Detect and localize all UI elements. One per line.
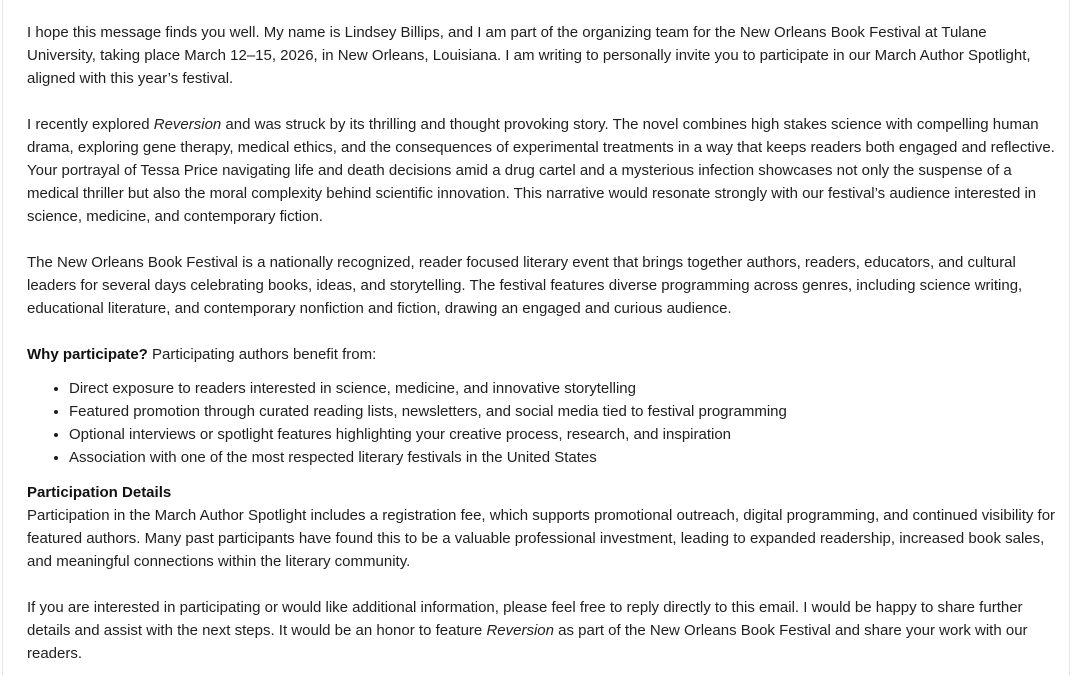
closing-lead: If you are interested in participating or would like additional information, please feel free to reply directly to this email. I would be happy to share further details and assist with the next steps. It would be an honor to feature bbox=[27, 599, 1023, 639]
email-body-frame bbox=[2, 0, 1070, 675]
book-paragraph-body: and was struck by its thrilling and thought provoking story. The novel combines high stakes science with compelling human drama, exploring gene therapy, medical ethics, and the consequences of experimental treatments in a way that keeps readers both engaged and reflective. Your portrayal of Tessa Price navigating life and death decisions amid a drug cartel and a mysterious infection showcases not only the suspense of a medical thriller but also the moral complexity behind scientific innovation. This narrative would resonate strongly with our festival’s audience interested in science, medicine, and contemporary fiction. bbox=[27, 116, 1055, 225]
closing-tail: as part of the New Orleans Book Festival and share your work with our readers. bbox=[27, 622, 1028, 662]
why-participate-line bbox=[27, 343, 1059, 366]
closing-book-title: Reversion bbox=[486, 622, 554, 639]
participation-details-paragraph: Participation in the March Author Spotlight includes a registration fee, which supports promotional outreach, digital programming, and continued visibility for featured authors. Many past participants have found this to be a valuable professional investment, leading to expanded readership, increased book sales, and meaningful connections within the literary community. bbox=[27, 507, 1056, 570]
list-item: • Featured promotion through curated reading lists, newsletters, and social media tied to festival programming bbox=[69, 400, 1059, 423]
closing-paragraph bbox=[27, 596, 1059, 665]
book-paragraph bbox=[27, 113, 1059, 228]
festival-paragraph: The New Orleans Book Festival is a nationally recognized, reader focused literary event that brings together authors, readers, educators, and cultural leaders for several days celebrating books, ideas, and storytelling. The festival features diverse programming across genres, including science writing, educational literature, and contemporary nonfiction and fiction, drawing an engaged and curious audience. bbox=[27, 254, 1023, 317]
intro-paragraph: I hope this message finds you well. My name is Lindsey Billips, and I am part of the organizing team for the New Orleans Book Festival at Tulane University, taking place March 12–15, 2026, in New Orleans, Louisiana. I am writing to personally invite you to participate in our March Author Spotlight, aligned with this year’s festival. bbox=[27, 24, 1031, 87]
benefits-list bbox=[27, 377, 1059, 469]
participation-details-heading: Participation Details bbox=[27, 484, 172, 501]
why-participate-label: Why participate? bbox=[27, 346, 148, 363]
email-body bbox=[27, 21, 1059, 688]
list-item: • Optional interviews or spotlight features highlighting your creative process, research, and inspiration bbox=[69, 423, 1059, 446]
why-participate-text: Participating authors benefit from: bbox=[147, 346, 377, 363]
list-item: • Direct exposure to readers interested in science, medicine, and innovative storytelling bbox=[69, 377, 1059, 400]
book-title: Reversion bbox=[153, 116, 222, 133]
list-item: • Association with one of the most respected literary festivals in the United States bbox=[69, 446, 1059, 469]
book-paragraph-lead: I recently explored bbox=[27, 116, 154, 133]
